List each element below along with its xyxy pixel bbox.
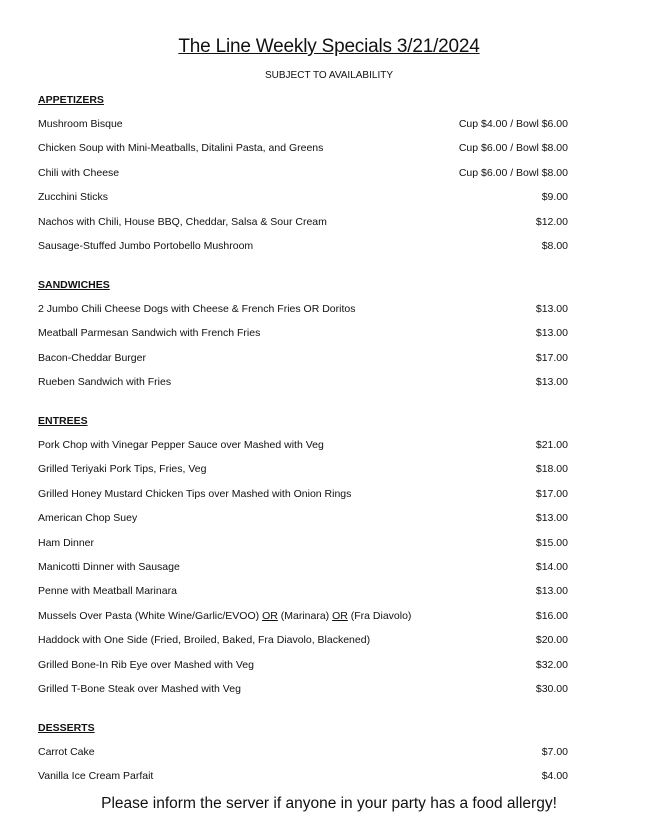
menu-item-name: Meatball Parmesan Sandwich with French Fries <box>38 327 261 340</box>
menu-item <box>38 240 568 254</box>
section-heading: APPETIZERS <box>38 94 104 106</box>
subtitle: SUBJECT TO AVAILABILITY <box>264 70 393 81</box>
or-connector: OR <box>262 609 278 622</box>
menu-item <box>38 746 568 760</box>
menu-item <box>38 327 568 341</box>
menu-item-name <box>38 610 411 622</box>
menu-item-price: $17.00 <box>535 487 568 500</box>
menu-item-name: Pork Chop with Vinegar Pepper Sauce over Mashed with Veg <box>38 439 324 451</box>
menu-item-price: $8.00 <box>541 240 568 252</box>
menu-item <box>38 488 568 502</box>
menu-item-name: Grilled Bone-In Rib Eye over Mashed with Veg <box>38 658 254 671</box>
menu-item-price: $7.00 <box>541 746 568 758</box>
menu-item <box>38 439 568 453</box>
menu-item-price: $4.00 <box>541 770 568 783</box>
menu-item <box>38 167 568 181</box>
menu-item-name: Chicken Soup with Mini-Meatballs, Ditalini Pasta, and Greens <box>38 142 324 155</box>
menu-item <box>38 537 568 551</box>
menu-item-name: Manicotti Dinner with Sausage <box>38 561 180 573</box>
menu-item-price: $18.00 <box>535 463 568 476</box>
menu-item <box>38 634 568 648</box>
menu-item-name-part: Mussels Over Pasta (White Wine/Garlic/EVOO) <box>38 609 263 622</box>
menu-item-price: $21.00 <box>535 439 568 451</box>
menu-item-price: $17.00 <box>535 351 568 364</box>
menu-item-name: Nachos with Chili, House BBQ, Cheddar, Salsa & Sour Cream <box>38 215 327 228</box>
menu-item-price: $15.00 <box>535 536 568 549</box>
section-heading: DESSERTS <box>38 722 95 734</box>
menu-item-name: Mushroom Bisque <box>38 118 123 130</box>
menu-item-name: Grilled Honey Mustard Chicken Tips over Mashed with Onion Rings <box>38 487 352 500</box>
menu-item-price: $9.00 <box>541 191 568 204</box>
allergy-note: Please inform the server if anyone in your party has a food allergy! <box>101 795 557 812</box>
menu-item-price: Cup $6.00 / Bowl $8.00 <box>458 166 568 179</box>
menu-item <box>38 463 568 477</box>
menu-item <box>38 191 568 205</box>
menu-item <box>38 216 568 230</box>
menu-item <box>38 610 568 624</box>
menu-item-name-part: (Marinara) <box>277 609 333 622</box>
menu-item-name: Vanilla Ice Cream Parfait <box>38 770 154 783</box>
menu-item-name: Zucchini Sticks <box>38 191 109 204</box>
section-heading: ENTREES <box>38 415 88 427</box>
menu-item <box>38 303 568 317</box>
menu-item-price: $12.00 <box>535 215 568 228</box>
menu-item-name: 2 Jumbo Chili Cheese Dogs with Cheese & French Fries OR Doritos <box>38 303 356 315</box>
menu-item <box>38 770 568 784</box>
menu-item-price: $16.00 <box>535 609 568 622</box>
menu-item <box>38 659 568 673</box>
menu-item-name: Haddock with One Side (Fried, Broiled, Baked, Fra Diavolo, Blackened) <box>38 634 371 647</box>
menu-item <box>38 512 568 526</box>
menu-item <box>38 683 568 697</box>
menu-item-price: Cup $6.00 / Bowl $8.00 <box>458 142 568 155</box>
menu-item-price: $13.00 <box>535 327 568 340</box>
menu-item-name: Rueben Sandwich with Fries <box>38 376 172 389</box>
menu-item <box>38 352 568 366</box>
menu-item-name-part: (Fra Diavolo) <box>347 609 412 622</box>
section-heading: SANDWICHES <box>38 279 110 291</box>
menu-item-name: Carrot Cake <box>38 746 95 758</box>
menu-item-name: Grilled Teriyaki Pork Tips, Fries, Veg <box>38 463 207 476</box>
menu-item-name: Chili with Cheese <box>38 166 120 179</box>
page-title: The Line Weekly Specials 3/21/2024 <box>178 36 480 57</box>
menu-item-price: $13.00 <box>535 512 568 525</box>
menu-item-price: $20.00 <box>535 634 568 647</box>
menu-item <box>38 376 568 390</box>
menu-item-price: $13.00 <box>535 376 568 389</box>
or-connector: OR <box>332 609 348 622</box>
menu-item-price: $32.00 <box>535 658 568 671</box>
menu-item <box>38 142 568 156</box>
menu-item-name: Ham Dinner <box>38 536 95 549</box>
menu-item <box>38 118 568 132</box>
menu-item-name: Bacon-Cheddar Burger <box>38 351 146 364</box>
menu-item <box>38 561 568 575</box>
menu-item-name: American Chop Suey <box>38 512 138 525</box>
menu-item-price: $30.00 <box>535 683 568 695</box>
menu-item-name: Grilled T-Bone Steak over Mashed with Veg <box>38 683 241 695</box>
menu-item-price: $13.00 <box>535 585 568 598</box>
menu-item-name: Penne with Meatball Marinara <box>38 585 177 598</box>
menu-item-name: Sausage-Stuffed Jumbo Portobello Mushroom <box>38 240 254 252</box>
menu-item <box>38 585 568 599</box>
menu-item-price: $14.00 <box>535 561 568 573</box>
menu-item-price: $13.00 <box>535 303 568 315</box>
menu-item-price: Cup $4.00 / Bowl $6.00 <box>458 118 568 130</box>
